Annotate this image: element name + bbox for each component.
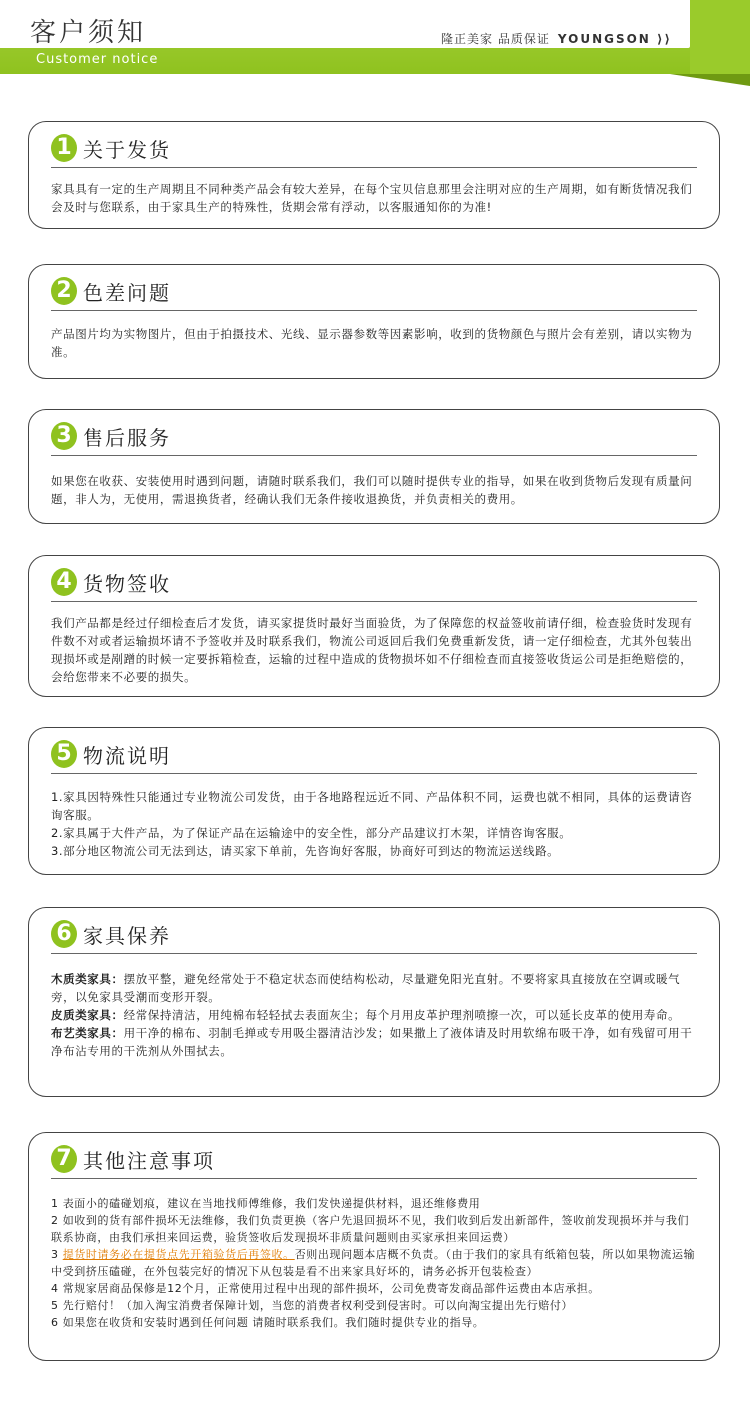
section-body (51, 472, 697, 508)
section-after-sales (28, 409, 720, 524)
note-item: 2 如收到的货有部件损坏无法维修，我们负责更换（客户先退回损坏不见，我们收到后发出新部件，签收前发现损坏并与我们联系协商，由我们承担来回运费，验货签收后发现损坏非质量问题则由买家承担来回运费） (51, 1214, 690, 1244)
section-title: 货物签收 (83, 572, 171, 596)
section-title: 关于发货 (83, 138, 171, 162)
section-body (51, 1195, 697, 1331)
section-body (51, 788, 697, 860)
note-number: 3 (51, 1248, 63, 1261)
header-corner (690, 0, 750, 74)
section-delivery-receipt (28, 555, 720, 697)
note-item: 6 如果您在收货和安装时遇到任何问题 请随时联系我们。我们随时提供专业的指导。 (51, 1316, 485, 1329)
section-number-badge: 3 (51, 422, 77, 450)
section-number-badge: 7 (51, 1145, 77, 1173)
care-item-label: 皮质类家具： (51, 1008, 124, 1022)
section-header (51, 275, 697, 311)
section-paragraph: 3.部分地区物流公司无法到达，请买家下单前，先咨询好客服，协商好可到达的物流运送线路。 (51, 844, 560, 858)
note-text: 否则出现问题本店概不负责。（由于我们的家具有纸箱包装，所以如果物流运输中受到挤压磕碰，在外包装完好的情况下从包装是看不出来家具好坏的，请务必拆开包装检查） (51, 1248, 696, 1278)
section-paragraph: 我们产品都是经过仔细检查后才发货，请买家提货时最好当面验货，为了保障您的权益签收前请仔细，检查验货时发现有件数不对或者运输损坏请不予签收并及时联系我们，物流公司返回后我们免费重新发货，请一定仔细检查，尤其外包装出现损坏或是剐蹭的时候一定要拆箱检查，运输的过程中造成的货物损坏如不仔细检查而直接签收货运公司是拒绝赔偿的，会给您带来不必要的损失。 (51, 616, 693, 684)
brand-name: YOUNGSON ⟩⟩ (557, 32, 672, 46)
section-other-notes (28, 1132, 720, 1361)
section-shipping (28, 121, 720, 229)
section-number-badge: 1 (51, 134, 77, 162)
section-header (51, 420, 697, 456)
section-title: 色差问题 (83, 281, 171, 305)
section-title: 物流说明 (83, 744, 171, 768)
section-header (51, 1143, 697, 1179)
slogan-text: 隆正美家 品质保证 (441, 32, 550, 46)
section-number-badge: 5 (51, 740, 77, 768)
note-item: 5 先行赔付！（加入淘宝消费者保障计划，当您的消费者权利受到侵害时。可以向淘宝提出先行赔付） (51, 1299, 574, 1312)
section-title: 售后服务 (83, 426, 171, 450)
section-paragraph: 家具具有一定的生产周期且不同种类产品会有较大差异，在每个宝贝信息那里会注明对应的生产周期，如有断货情况我们会及时与您联系，由于家具生产的特殊性，货期会常有浮动，以客服通知你的为准! (51, 182, 693, 214)
section-header (51, 738, 697, 774)
section-body (51, 180, 697, 216)
page-subtitle: Customer notice (36, 52, 159, 67)
care-item-text: 经常保持清洁，用纯棉布轻轻拭去表面灰尘；每个月用皮革护理剂喷擦一次，可以延长皮革的使用寿命。 (123, 1008, 681, 1022)
section-paragraph: 1.家具因特殊性只能通过专业物流公司发货，由于各地路程远近不同、产品体积不同，运费也就不相同，具体的运费请咨询客服。 (51, 790, 693, 822)
section-number-badge: 6 (51, 920, 77, 948)
note-item: 1 表面小的磕碰划痕，建议在当地找师傅维修，我们发快递提供材料，退还维修费用 (51, 1197, 481, 1210)
section-body (51, 325, 697, 361)
section-furniture-care (28, 907, 720, 1097)
care-item-leather (51, 1006, 697, 1024)
section-title: 其他注意事项 (83, 1149, 215, 1173)
header-slogan (441, 30, 672, 47)
header-fold (670, 74, 750, 86)
care-item-label: 布艺类家具： (51, 1026, 124, 1040)
page-title: 客户须知 (30, 18, 147, 48)
section-header (51, 566, 697, 602)
page-header (0, 0, 750, 86)
care-item-text: 用干净的棉布、羽制毛掸或专用吸尘器清洁沙发；如果撒上了液体请及时用软绵布吸干净，如有残留可用干净布沾专用的干洗剂从外围拭去。 (51, 1026, 693, 1058)
section-color-difference (28, 264, 720, 379)
section-title: 家具保养 (83, 924, 171, 948)
section-header (51, 132, 697, 168)
section-body (51, 614, 697, 686)
section-logistics (28, 727, 720, 875)
section-body (51, 970, 697, 1060)
care-item-fabric (51, 1024, 697, 1060)
section-paragraph: 如果您在收获、安装使用时遇到问题，请随时联系我们，我们可以随时提供专业的指导，如果在收到货物后发现有质量问题，非人为，无使用，需退换货者，经确认我们无条件接收退换货，并负责相关的费用。 (51, 474, 693, 506)
section-paragraph: 2.家具属于大件产品，为了保证产品在运输途中的安全性，部分产品建议打木架，详情咨询客服。 (51, 826, 572, 840)
note-item (51, 1246, 697, 1280)
section-header (51, 918, 697, 954)
care-item-text: 摆放平整，避免经常处于不稳定状态而使结构松动，尽量避免阳光直射。不要将家具直接放在空调或暖气旁，以免家具受潮而变形开裂。 (51, 972, 681, 1004)
note-item: 4 常规家居商品保修是12个月，正常使用过程中出现的部件损坏，公司免费寄发商品部件运费由本店承担。 (51, 1282, 600, 1295)
inspect-before-sign-link[interactable]: 提货时请务必在提货点先开箱验货后再签收。 (62, 1248, 295, 1261)
care-item-label: 木质类家具： (51, 972, 124, 986)
section-number-badge: 2 (51, 277, 77, 305)
section-number-badge: 4 (51, 568, 77, 596)
section-paragraph: 产品图片均为实物图片，但由于拍摄技术、光线、显示器参数等因素影响，收到的货物颜色与照片会有差别，请以实物为准。 (51, 327, 693, 359)
care-item-wood (51, 970, 697, 1006)
